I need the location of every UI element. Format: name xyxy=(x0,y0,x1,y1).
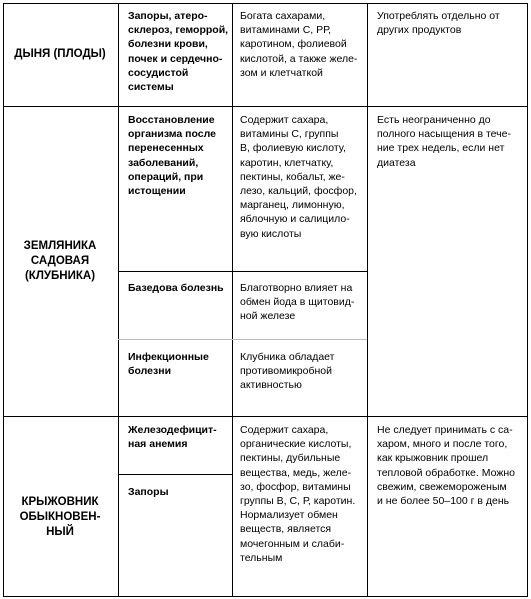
subrow-divider-strawberry-2 xyxy=(118,339,367,340)
table-border-top xyxy=(3,3,527,4)
table-border-bottom xyxy=(3,596,527,597)
table-border-right xyxy=(527,3,528,597)
column-divider-2 xyxy=(232,3,233,597)
subrow-divider-gooseberry xyxy=(118,474,232,475)
plant-melon: ДЫНЯ (ПЛОДЫ) xyxy=(14,48,106,60)
row-divider-2 xyxy=(3,416,527,417)
usage-strawberry: Есть неограниченно до полного насыщения в тече- ние трех недель, если нет диатеза xyxy=(377,114,511,169)
plant-strawberry: ЗЕМЛЯНИКА САДОВАЯ (КЛУБНИКА) xyxy=(23,240,97,282)
usage-gooseberry: Не следует принимать с са- харом, много и после того, как крыжовник прошел тепловой обработке. Можно свежим, свежемороженым и не более 50–100 г в день xyxy=(377,424,515,508)
illness-melon: Запоры, атеро- склероз, геморрой, болезни крови, почек и сердечно- сосудистой системы xyxy=(128,10,229,94)
illness-gooseberry-constipation: Запоры xyxy=(128,486,169,498)
row-divider-1 xyxy=(3,106,527,107)
composition-strawberry-antimicrobial: Клубника обладает противомикробной активностью xyxy=(240,351,335,392)
illness-strawberry-basedow: Базедова болезнь xyxy=(128,282,224,294)
subrow-divider-strawberry-1 xyxy=(118,271,367,272)
usage-melon: Употреблять отдельно от других продуктов xyxy=(377,10,500,37)
composition-strawberry-iodine: Благотворно влияет на обмен йода в щитовид- ной железе xyxy=(240,282,355,323)
composition-melon: Богата сахарами, витаминами С, РР, каротином, фолиевой кислотой, а также желе- зом и клетчаткой xyxy=(240,10,358,79)
composition-gooseberry: Содержит сахара, органические кислоты, пектины, дубильные вещества, медь, желе- зо, фосфор, витамины группы В, С, Р, каротин. Нормализует обмен веществ, является мочегонным и слаби- тельным xyxy=(240,424,356,564)
illness-strawberry-recovery: Восстановление организма после перенесенных заболеваний, операций, при истощении xyxy=(128,114,217,198)
composition-strawberry: Содержит сахара, витамины С, группы В, фолиевую кислоту, каротин, клетчатку, пектины, кобальт, же- лезо, кальций, фосфор, марганец, лимонную, яблочную и салицило- вую кислоты xyxy=(240,114,357,240)
illness-gooseberry-anemia: Железодефицит- ная анемия xyxy=(128,424,217,451)
plant-gooseberry: КРЫЖОВНИК ОБЫКНОВЕН- НЫЙ xyxy=(19,496,101,538)
illness-strawberry-infection: Инфекционные болезни xyxy=(128,351,209,378)
column-divider-3 xyxy=(367,3,368,597)
column-divider-1 xyxy=(118,3,119,597)
